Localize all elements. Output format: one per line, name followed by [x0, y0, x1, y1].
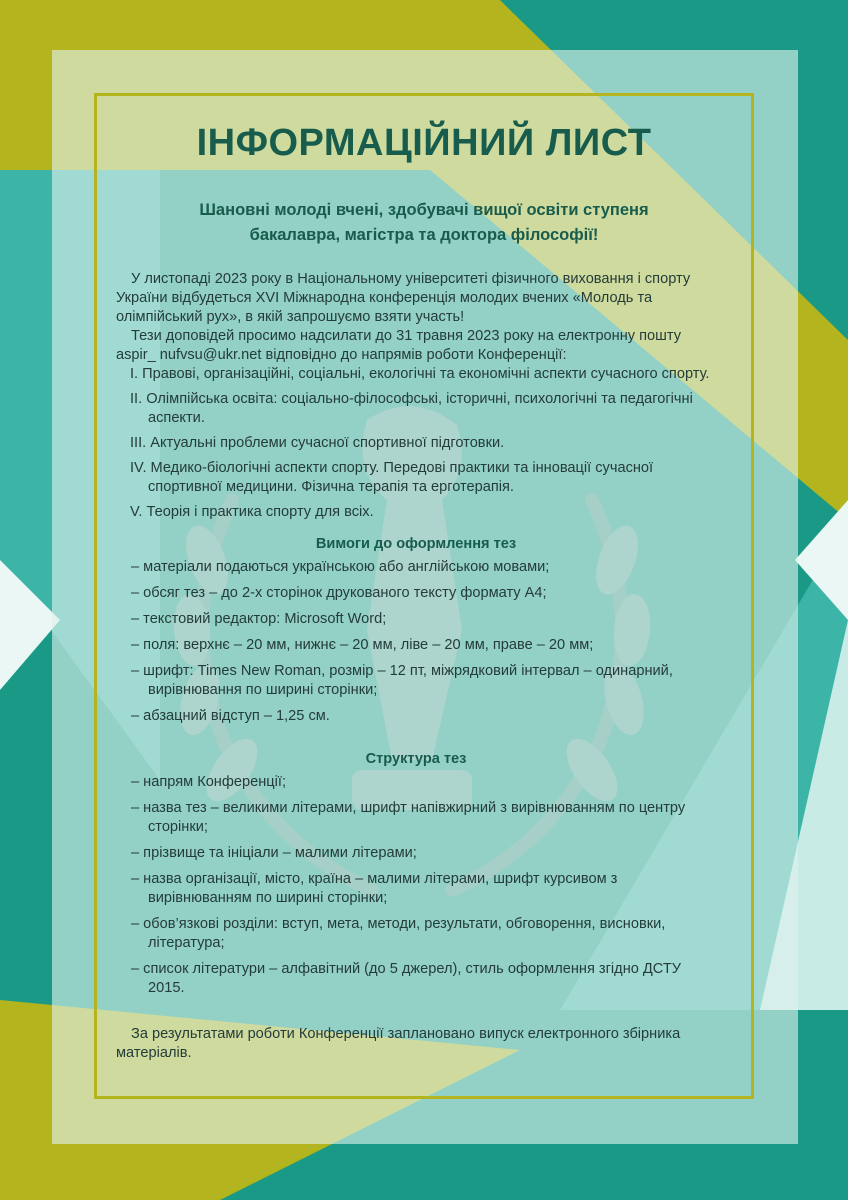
- requirements-heading: Вимоги до оформлення тез: [315, 536, 517, 552]
- requirement-item: – текстовий редактор: Microsoft Word;: [131, 611, 387, 627]
- closing-paragraph: За результатами роботи Конференції заплановано випуск електронного збірника матеріалів.: [116, 1026, 681, 1061]
- direction-item: III. Актуальні проблеми сучасної спортивної підготовки.: [130, 435, 505, 451]
- direction-item: V. Теорія і практика спорту для всіх.: [130, 504, 374, 520]
- structure-item: – обов’язкові розділи: вступ, мета, методи, результати, обговорення, висновки, література;: [131, 916, 666, 951]
- requirement-item: – матеріали подаються українською або англійською мовами;: [131, 559, 550, 575]
- structure-item: – список літератури – алфавітний (до 5 джерел), стиль оформлення згідно ДСТУ 2015.: [131, 961, 682, 996]
- structure-item: – назва тез – великими літерами, шрифт напівжирний з вирівнюванням по центру сторінки;: [131, 800, 686, 835]
- submission-paragraph: Тези доповідей просимо надсилати до 31 травня 2023 року на електронну пошту aspir_ nufvsu@ukr.net відповідно до напрямів роботи Конференції:: [116, 328, 682, 363]
- structure-item: – назва організації, місто, країна – малими літерами, шрифт курсивом з вирівнюванням по ширині сторінки;: [131, 871, 618, 906]
- requirement-item: – шрифт: Times New Roman, розмір – 12 пт, міжрядковий інтервал – одинарний, вирівнювання по ширині сторінки;: [131, 663, 673, 698]
- direction-item: I. Правові, організаційні, соціальні, екологічні та економічні аспекти сучасного спорту.: [130, 366, 710, 382]
- greeting-line-2: бакалавра, магістра та доктора філософії!: [249, 226, 599, 244]
- greeting: [150, 198, 698, 248]
- direction-item: IV. Медико-біологічні аспекти спорту. Передові практики та інновації сучасної спортивної медицини. Фізична терапія та ерготерапія.: [130, 460, 654, 495]
- structure-item: – прізвище та ініціали – малими літерами;: [131, 845, 417, 861]
- requirement-item: – поля: верхнє – 20 мм, нижнє – 20 мм, ліве – 20 мм, праве – 20 мм;: [131, 637, 594, 653]
- requirement-item: – обсяг тез – до 2-х сторінок друкованого тексту формату А4;: [131, 585, 547, 601]
- letter-body: [116, 270, 716, 1063]
- requirement-item: – абзацний відступ – 1,25 см.: [131, 708, 330, 724]
- structure-heading: Структура тез: [365, 751, 467, 767]
- greeting-line-1: Шановні молоді вчені, здобувачі вищої освіти ступеня: [199, 201, 649, 219]
- page-title: ІНФОРМАЦІЙНИЙ ЛИСТ: [196, 122, 652, 164]
- structure-item: – напрям Конференції;: [131, 774, 286, 790]
- intro-paragraph: У листопаді 2023 року в Національному університеті фізичного виховання і спорту України відбудеться XVI Міжнародна конференція молодих вчених «Молодь та олімпійський рух», в якій запрошуємо взяти участь!: [116, 271, 691, 325]
- direction-item: II. Олімпійська освіта: соціально-філософські, історичні, психологічні та педагогічні аспекти.: [130, 391, 693, 426]
